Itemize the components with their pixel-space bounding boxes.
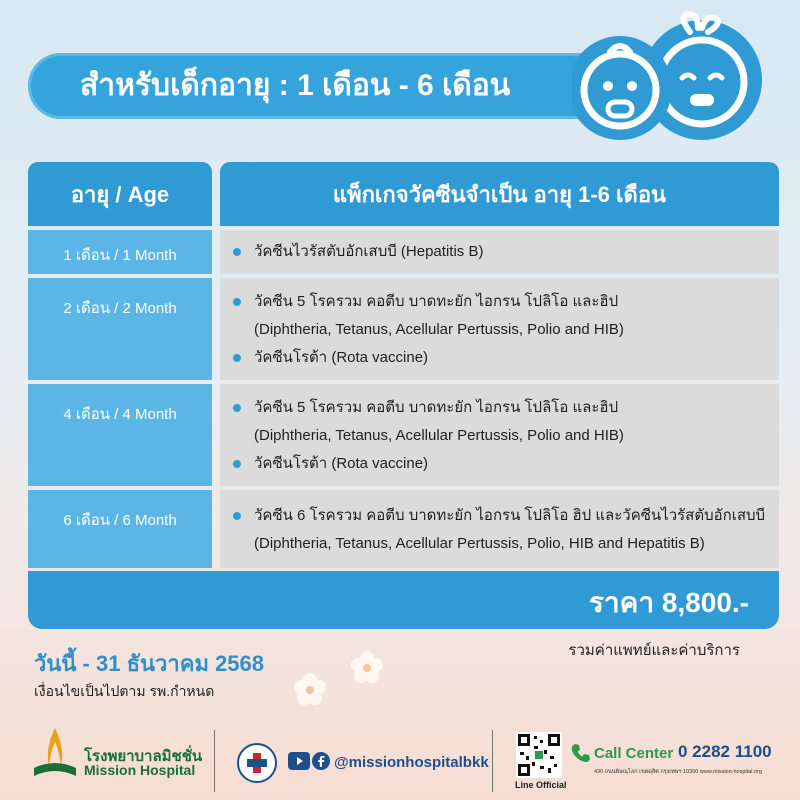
hospital-name-en: Mission Hospital (84, 762, 196, 778)
age-label: 4 เดือน / 4 Month (63, 406, 177, 423)
page-title: สำหรับเด็กอายุ : 1 เดือน - 6 เดือน (80, 69, 511, 102)
package-cell (220, 490, 779, 568)
age-cell (28, 230, 212, 274)
bullet-icon (233, 512, 241, 520)
age-cell (28, 490, 212, 568)
price-label: ราคา 8,800.- (588, 587, 749, 618)
age-label: 1 เดือน / 1 Month (63, 247, 177, 264)
call-center-label: Call Center (594, 745, 674, 762)
divider (492, 730, 493, 792)
hospital-name-th: โรงพยาบาลมิชชั่น (84, 748, 203, 765)
package-cell (220, 230, 779, 274)
bullet-icon (233, 460, 241, 468)
phone-icon (570, 742, 592, 764)
babies-icon (572, 10, 772, 140)
age-label: 6 เดือน / 6 Month (63, 512, 177, 529)
header-age: อายุ / Age (28, 162, 212, 226)
promo-period: วันนี้ - 31 ธันวาคม 2568 (34, 651, 265, 676)
vaccine-item: วัคซีนไวรัสตับอักเสบบี (Hepatitis B) (220, 238, 779, 266)
hospital-logo-icon (28, 726, 82, 786)
flower-icon (293, 672, 327, 706)
address-text: 430 ถนนพิษณุโลก เขตดุสิต กรุงเทพฯ 10300 www.mission-hospital.org (594, 769, 762, 775)
line-official-label: Line Official (515, 780, 567, 790)
bullet-icon (233, 404, 241, 412)
includes-note: รวมค่าแพทย์และค่าบริการ (568, 642, 740, 659)
package-cell (220, 278, 779, 380)
call-center-number[interactable]: 0 2282 1100 (678, 742, 772, 761)
vaccine-item: วัคซีน 5 โรครวม คอตีบ บาดทะยัก ไอกรน โปลิโอ และฮิป (220, 394, 779, 422)
age-cell (28, 278, 212, 380)
footer (0, 720, 800, 800)
bullet-icon (233, 298, 241, 306)
price-bar (28, 571, 779, 629)
age-label: 2 เดือน / 2 Month (63, 300, 177, 317)
header-package: แพ็กเกจวัคซีนจำเป็น อายุ 1-6 เดือน (220, 162, 779, 226)
conditions-note: เงื่อนไขเป็นไปตาม รพ.กำหนด (34, 683, 215, 699)
vaccine-item: วัคซีน 6 โรครวม คอตีบ บาดทะยัก ไอกรน โปลิโอ ฮิป และวัคซีนไวรัสตับอักเสบบี (220, 502, 779, 530)
vaccine-item: วัคซีน 5 โรครวม คอตีบ บาดทะยัก ไอกรน โปลิโอ และฮิป (220, 288, 779, 316)
vaccine-table (28, 162, 779, 627)
vaccine-item-detail: (Diphtheria, Tetanus, Acellular Pertussis, Polio and HIB) (254, 321, 624, 338)
accreditation-seal-icon (236, 742, 278, 784)
qr-code-icon[interactable] (516, 732, 562, 778)
divider (214, 730, 215, 792)
bullet-icon (233, 248, 241, 256)
package-cell (220, 384, 779, 486)
vaccine-item-detail: (Diphtheria, Tetanus, Acellular Pertussis, Polio, HIB and Hepatitis B) (254, 535, 705, 552)
bullet-icon (233, 354, 241, 362)
vaccine-item-detail: (Diphtheria, Tetanus, Acellular Pertussis, Polio and HIB) (254, 427, 624, 444)
vaccine-item: วัคซีนโรต้า (Rota vaccine) (220, 344, 779, 372)
flower-icon (350, 650, 384, 684)
vaccine-item: วัคซีนโรต้า (Rota vaccine) (220, 450, 779, 478)
youtube-icon[interactable] (288, 752, 310, 770)
social-handle[interactable]: @missionhospitalbkk (334, 754, 489, 771)
age-cell (28, 384, 212, 486)
facebook-icon[interactable] (312, 752, 330, 770)
